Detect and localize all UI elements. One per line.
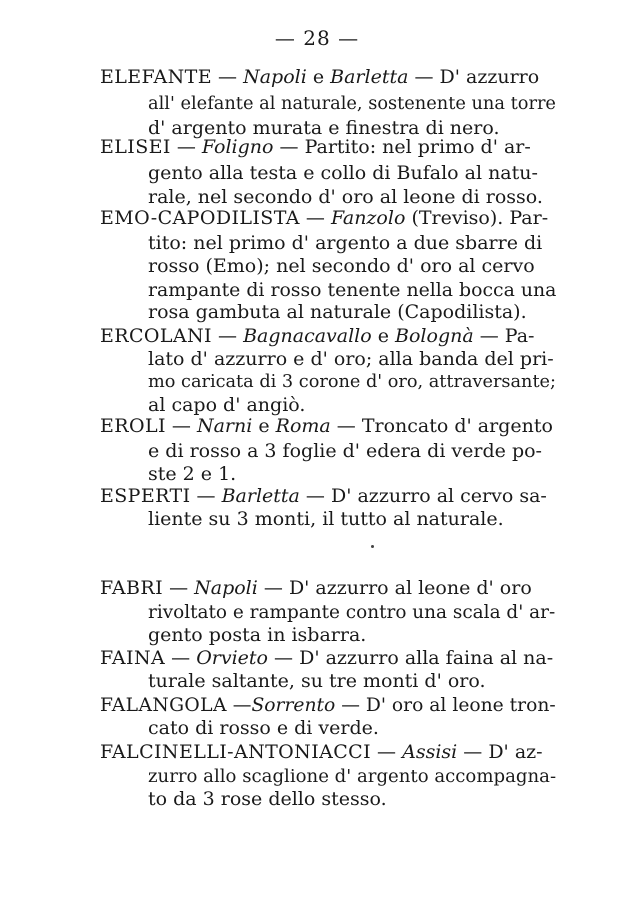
- blazon-line: liente su 3 monti, il tutto al naturale.: [148, 508, 504, 530]
- blazon-text: D' azzurro al leone d' oro: [288, 577, 532, 599]
- blazon-line: gento posta in isbarra.: [148, 624, 367, 646]
- entry-first-line: [100, 415, 553, 438]
- family-name: FALANGOLA: [100, 695, 227, 716]
- joiner: e: [306, 66, 331, 88]
- place-name: Bolognà: [395, 325, 474, 347]
- family-name: ELEFANTE: [100, 66, 212, 88]
- place-name: Napoli: [194, 577, 258, 599]
- family-name: FABRI: [100, 577, 164, 599]
- separator: —: [163, 577, 195, 599]
- blazon-line: cato di rosso e di verde.: [148, 717, 379, 739]
- blazon-line: rivoltato e rampante contro una scala d' ar-: [148, 602, 556, 623]
- place-name: Roma: [275, 415, 331, 437]
- separator: —: [273, 136, 305, 158]
- separator: —: [335, 695, 366, 716]
- entry-first-line: [100, 741, 543, 764]
- separator: —: [170, 136, 202, 158]
- blazon-text: D' oro al leone tron-: [365, 695, 556, 716]
- family-name: FAINA: [100, 647, 166, 669]
- family-name: FALCINELLI-ANTONIACCI: [100, 741, 371, 763]
- place-name: Orvieto: [196, 647, 268, 669]
- entry-first-line: [100, 325, 534, 348]
- blazon-line: zurro allo scaglione d' argento accompagna-: [148, 766, 557, 787]
- blazon-line: gento alla testa e collo di Bufalo al natu-: [148, 162, 538, 184]
- separator: —: [190, 485, 222, 507]
- separator: —: [165, 647, 197, 669]
- blazon-line: turale saltante, su tre monti d' oro.: [148, 670, 486, 692]
- family-name: EMO-CAPODILISTA: [100, 207, 300, 229]
- place-name: Barletta: [221, 485, 300, 507]
- family-name: ESPERTI: [100, 485, 191, 507]
- separator: —: [211, 325, 244, 347]
- family-name: ELISEI: [100, 136, 171, 158]
- blazon-text: (Treviso). Par-: [411, 207, 549, 229]
- blazon-line: all' elefante al naturale, sostenente una torre: [148, 93, 556, 114]
- blazon-line: ste 2 e 1.: [148, 463, 237, 485]
- joiner: e: [252, 415, 276, 437]
- separator: —: [299, 485, 331, 507]
- separator: —: [268, 647, 300, 669]
- page-number: — 28 —: [274, 26, 360, 50]
- blazon-line: rosa gambuta al naturale (Capodilista).: [148, 301, 527, 323]
- separator: —: [457, 741, 489, 763]
- place-name: Assisi: [402, 741, 458, 763]
- entry-first-line: [100, 577, 532, 600]
- entry-first-line: [100, 207, 548, 230]
- blazon-text: D' az-: [488, 741, 543, 763]
- place-name: Bagnacavallo: [243, 325, 372, 347]
- entry-first-line: [100, 694, 556, 717]
- blazon-text: Partito: nel primo d' ar-: [304, 136, 531, 158]
- place-name: Sorrento: [251, 695, 336, 716]
- family-name: ERCOLANI: [100, 325, 212, 347]
- blazon-line: lato d' azzurro e d' oro; alla banda del pri-: [148, 348, 554, 370]
- entry-first-line: [100, 647, 553, 670]
- blazon-line: tito: nel primo d' argento a due sbarre di: [148, 232, 543, 254]
- separator: —: [165, 415, 197, 437]
- blazon-line: mo caricata di 3 corone d' oro, attraversante;: [148, 372, 556, 392]
- blazon-line: e di rosso a 3 foglie d' edera di verde po-: [148, 440, 542, 462]
- separator: —: [408, 66, 440, 88]
- blazon-text: Troncato d' argento: [361, 415, 553, 437]
- separator: —: [473, 325, 505, 347]
- entry-first-line: [100, 485, 547, 508]
- place-name: Barletta: [330, 66, 409, 88]
- entry-first-line: [100, 136, 531, 159]
- separator: —: [299, 207, 331, 229]
- place-name: Narni: [196, 415, 253, 437]
- place-name: Fanzolo: [330, 207, 406, 229]
- separator: —: [330, 415, 362, 437]
- separator: —: [211, 66, 244, 88]
- joiner: e: [371, 325, 396, 347]
- separator: —: [226, 695, 252, 716]
- blazon-line: rampante di rosso tenente nella bocca una: [148, 279, 557, 301]
- place-name: Napoli: [243, 66, 307, 88]
- family-name: EROLI: [100, 415, 166, 437]
- blazon-text: D' azzurro alla faina al na-: [299, 647, 554, 669]
- blazon-text: Pa-: [504, 325, 535, 347]
- ink-speck: [371, 545, 374, 548]
- blazon-line: rale, nel secondo d' oro al leone di rosso.: [148, 186, 543, 208]
- separator: —: [371, 741, 403, 763]
- entry-first-line: [100, 66, 539, 89]
- separator: —: [257, 577, 289, 599]
- blazon-line: to da 3 rose dello stesso.: [148, 788, 387, 810]
- blazon-line: d' argento murata e finestra di nero.: [148, 117, 500, 139]
- blazon-line: al capo d' angiò.: [148, 394, 306, 416]
- blazon-line: rosso (Emo); nel secondo d' oro al cervo: [148, 255, 535, 277]
- blazon-text: D' azzurro al cervo sa-: [330, 485, 547, 507]
- blazon-text: D' azzurro: [439, 66, 540, 88]
- place-name: Foligno: [201, 136, 274, 158]
